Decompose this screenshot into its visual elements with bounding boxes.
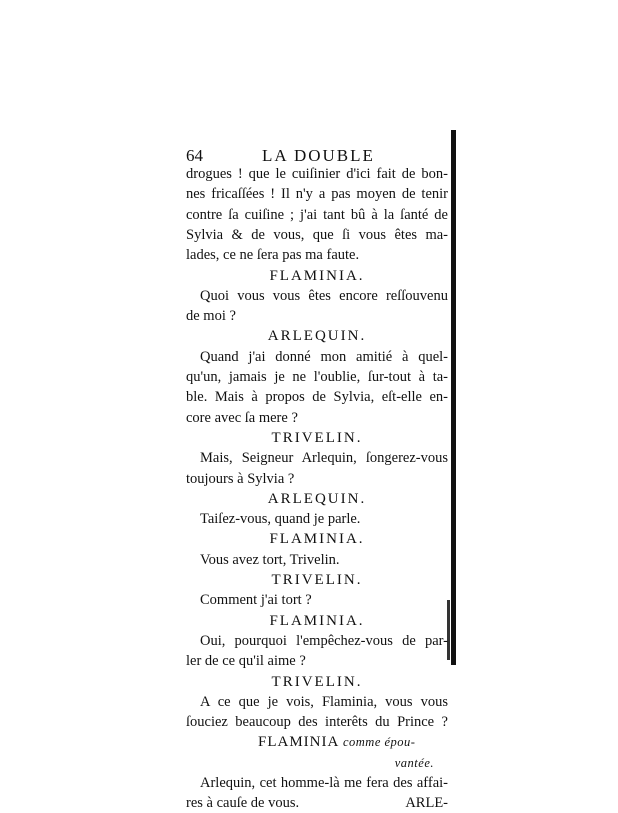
text-line: Sylvia & de vous, que ſi vous êtes ma- [186,227,448,243]
text-line: A ce que je vois, Flaminia, vous vous [200,694,448,710]
speaker-with-stage-direction [186,732,448,752]
text-line: Quoi vous vous êtes encore reſſouvenu [200,288,448,304]
text-line: core avec ſa mere ? [186,410,298,426]
text-line: Quand j'ai donné mon amitié à quel- [200,349,448,365]
speaker-name: ARLEQUIN. [267,328,367,344]
text-line: ler de ce qu'il aime ? [186,653,306,669]
text-line-with-catchword [186,793,448,813]
text-line: ble. Mais à propos de Sylvia, eſt-elle en- [186,389,448,405]
speaker-name: FLAMINIA. [269,531,365,547]
running-title: LA DOUBLE [262,146,375,165]
text-line: Vous avez tort, Trivelin. [200,552,340,568]
text-line: lades, ce ne ſera pas ma faute. [186,247,360,263]
text-line: toujours à Sylvia ? [186,471,295,487]
text-line: Arlequin, cet homme-là me fera des affai- [200,775,448,791]
stage-direction: comme épou- [339,735,416,749]
text-line: qu'un, jamais je ne l'oublie, ſur-tout à ta- [186,369,448,385]
text-line: ſouciez beaucoup des interêts du Prince ? [186,714,448,730]
text-line: Oui, pourquoi l'empêchez-vous de par- [200,633,448,649]
speaker-name: TRIVELIN. [271,674,363,690]
speaker-name: TRIVELIN. [271,572,363,588]
text-line: de moi ? [186,308,236,324]
text-line: drogues ! que le cuiſinier d'ici fait de bon- [186,166,448,182]
speaker-name: FLAMINIA. [269,613,365,629]
speaker-name: TRIVELIN. [271,430,363,446]
speaker-name: ARLEQUIN. [267,491,367,507]
text-line: nes fricaſſées ! Il n'y a pas moyen de tenir [186,186,448,202]
page-number: 64 [186,146,203,165]
text-line: Mais, Seigneur Arlequin, ſongerez-vous [200,450,448,466]
speaker-name: FLAMINIA [258,734,340,750]
speaker-name: FLAMINIA. [269,268,365,284]
catchword: ARLE- [405,795,448,811]
text-line: Taiſez-vous, quand je parle. [200,511,361,527]
page-edge-shadow [451,130,456,665]
stage-direction-continued: vantée. [394,756,434,770]
text-line: contre ſa cuiſine ; j'ai tant bû à la ſanté de [186,207,448,223]
text-line: res à cauſe de vous. [186,795,300,811]
text-line: Comment j'ai tort ? [200,592,312,608]
